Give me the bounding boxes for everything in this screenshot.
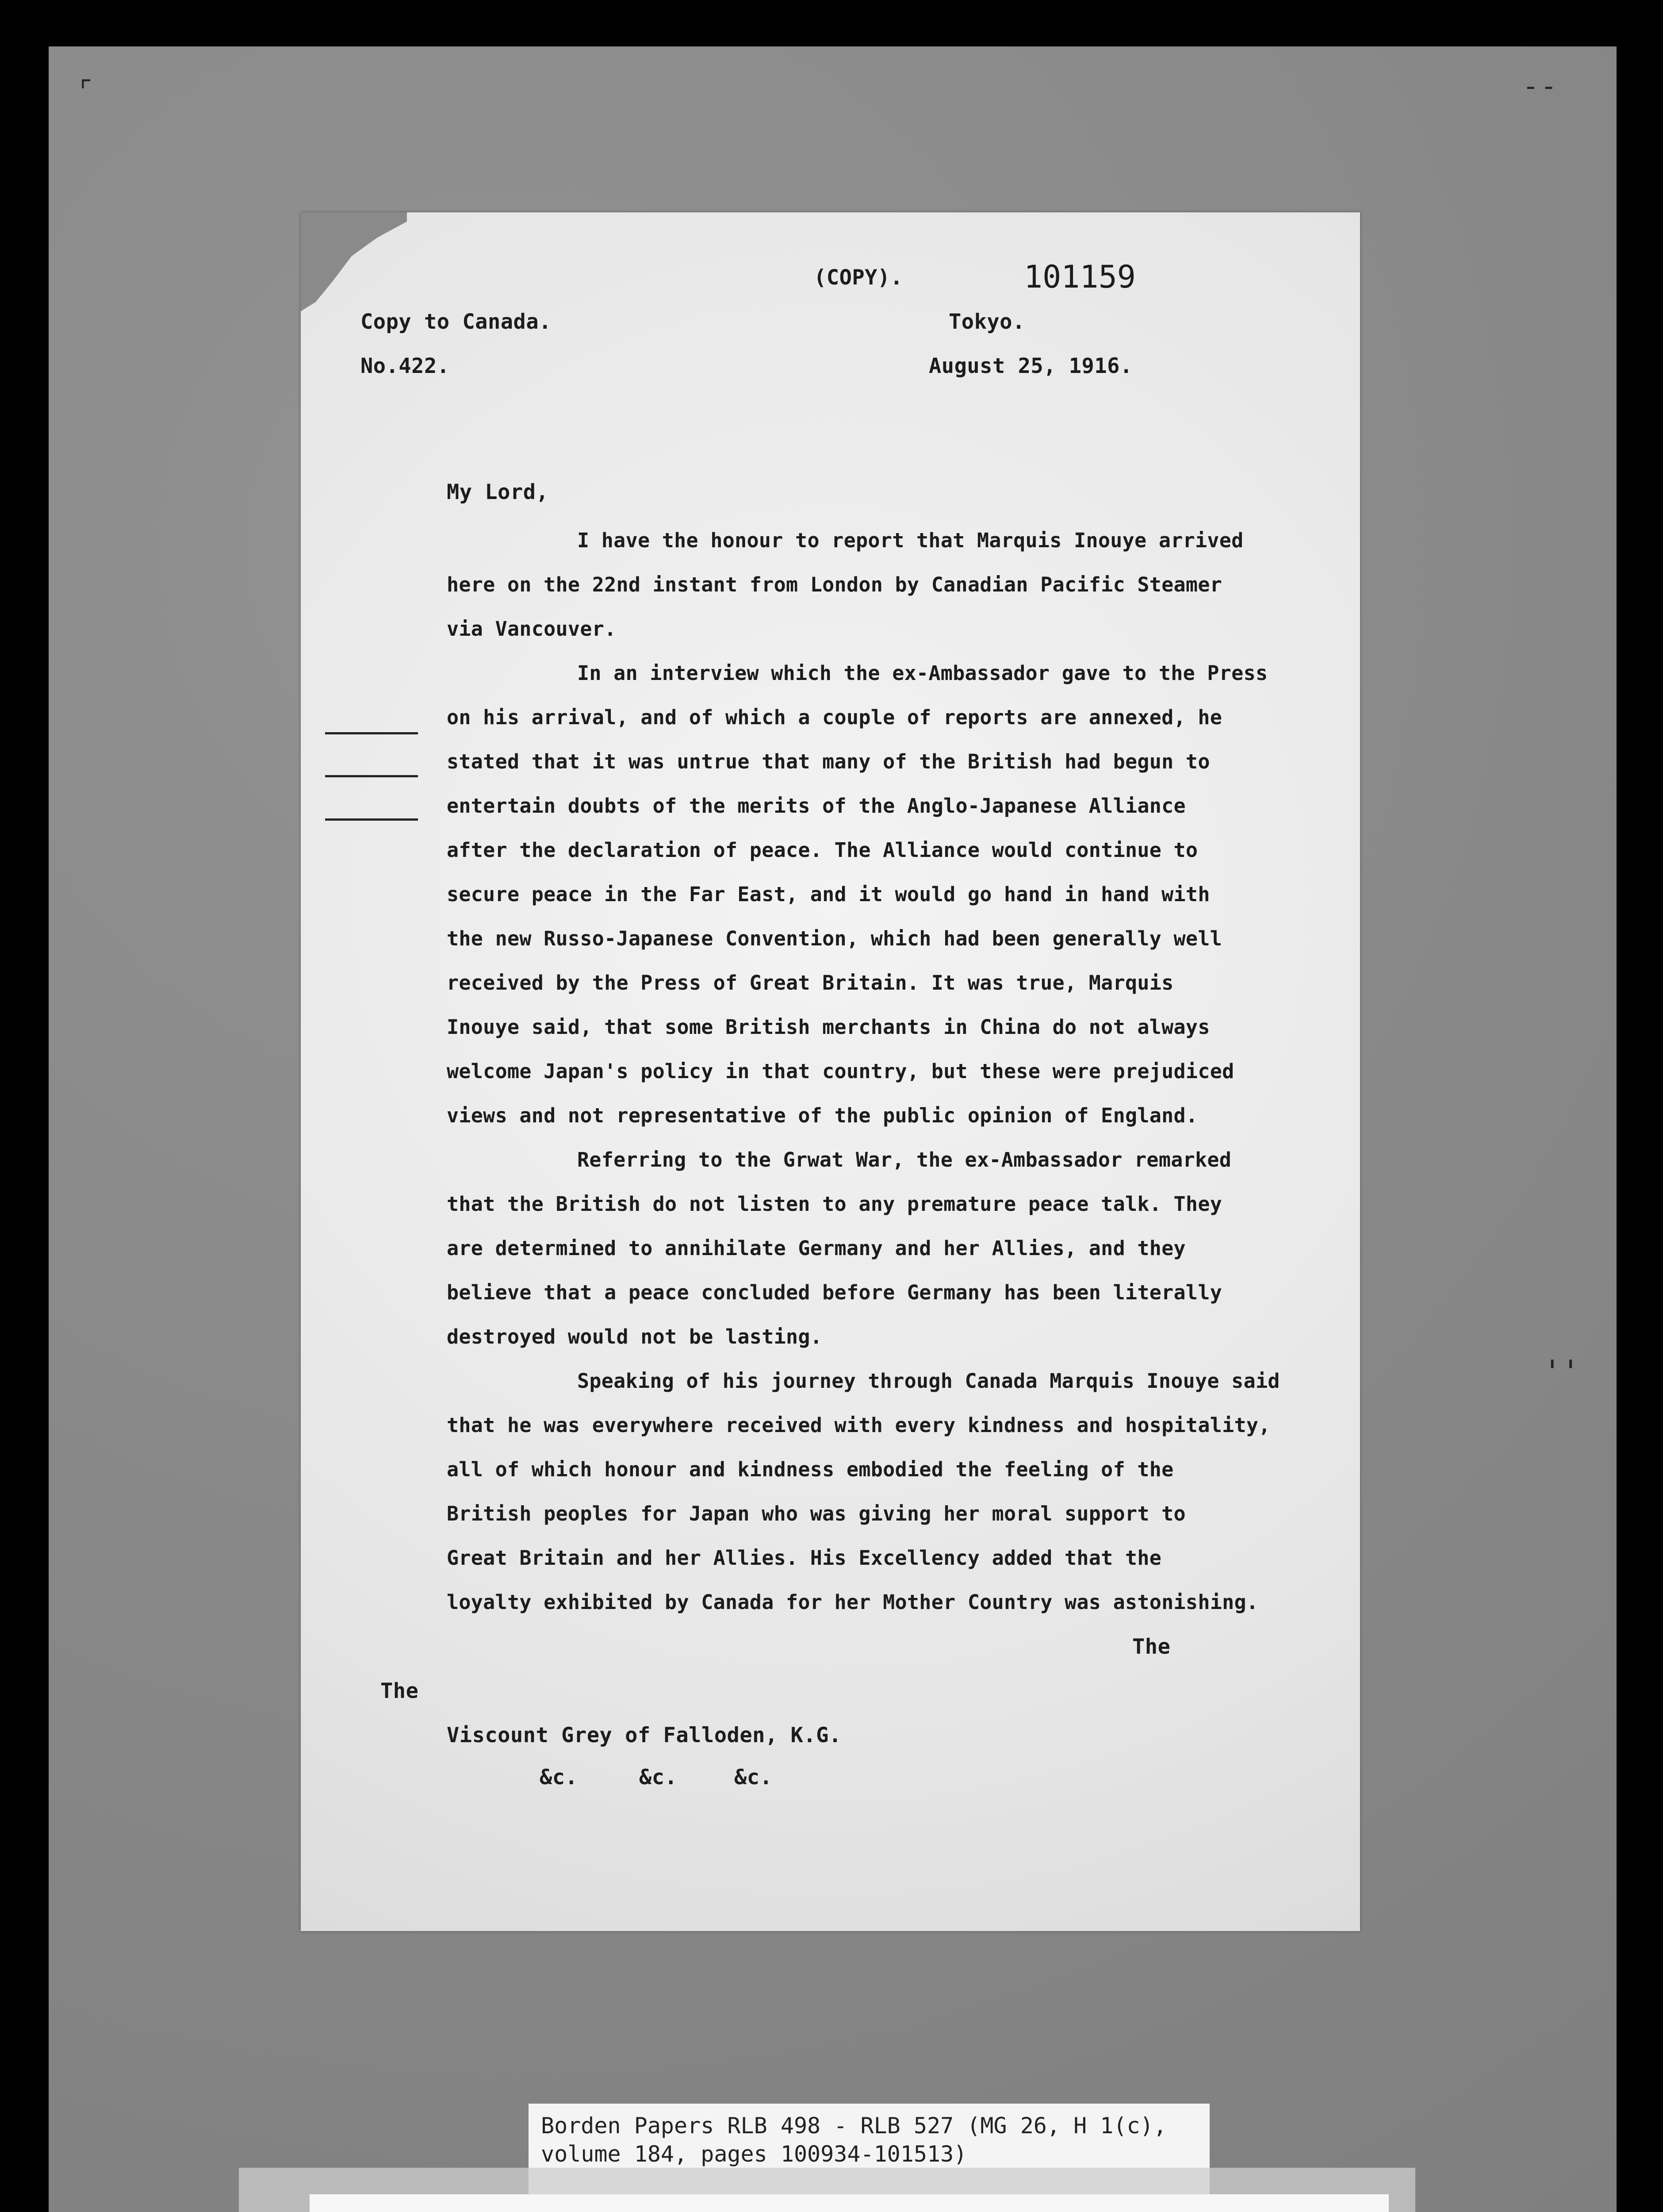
margin-mark: [325, 732, 418, 734]
corner-crop-mark: ⌜: [80, 75, 92, 106]
date-line: August 25, 1916.: [929, 354, 1133, 378]
body-line: that he was everywhere received with every kindness and hospitality,: [447, 1413, 1271, 1437]
reference-label-line: Borden Papers RLB 498 - RLB 527 (MG 26, H 1(c),: [541, 2113, 1167, 2139]
body-line: all of which honour and kindness embodied the feeling of the: [447, 1458, 1174, 1481]
body-line: received by the Press of Great Britain. It was true, Marquis: [447, 971, 1174, 995]
body-line: Great Britain and her Allies. His Excellency added that the: [447, 1546, 1162, 1570]
copy-to-line: Copy to Canada.: [360, 310, 552, 334]
margin-mark: [325, 818, 418, 821]
body-line: here on the 22nd instant from London by Canadian Pacific Steamer: [447, 573, 1222, 596]
body-line: that the British do not listen to any premature peace talk. They: [447, 1192, 1222, 1216]
body-line: loyalty exhibited by Canada for her Mother Country was astonishing.: [447, 1590, 1259, 1614]
body-line: are determined to annihilate Germany and her Allies, and they: [447, 1237, 1186, 1260]
body-line: the new Russo-Japanese Convention, which had been generally well: [447, 927, 1222, 950]
body-line: after the declaration of peace. The Alliance would continue to: [447, 838, 1198, 862]
addressee-prefix: The: [380, 1679, 419, 1703]
body-line: believe that a peace concluded before Germany has been literally: [447, 1281, 1222, 1304]
body-line: British peoples for Japan who was giving her moral support to: [447, 1502, 1186, 1525]
reference-number: No.422.: [360, 354, 450, 378]
body-line: stated that it was untrue that many of the British had begun to: [447, 750, 1210, 773]
etc-mark: &c.: [540, 1765, 578, 1790]
copy-mark: (COPY).: [814, 265, 903, 290]
body-line: secure peace in the Far East, and it would go hand in hand with: [447, 883, 1210, 906]
reference-label-line: volume 184, pages 100934-101513): [541, 2141, 967, 2167]
document-number: 101159: [1024, 259, 1136, 295]
body-line: on his arrival, and of which a couple of reports are annexed, he: [447, 706, 1222, 729]
place-line: Tokyo.: [949, 310, 1025, 334]
etc-mark: &c.: [734, 1765, 773, 1790]
catchword: The: [1132, 1635, 1171, 1659]
body-line: destroyed would not be lasting.: [447, 1325, 823, 1348]
body-line: Speaking of his journey through Canada Marquis Inouye said: [577, 1369, 1280, 1393]
archives-label: [310, 2194, 1389, 2212]
body-line: Inouye said, that some British merchants in China do not always: [447, 1015, 1210, 1039]
body-line: views and not representative of the public opinion of England.: [447, 1104, 1198, 1127]
edge-mark: ' ': [1548, 1354, 1575, 1390]
body-line: Referring to the Grwat War, the ex-Ambassador remarked: [577, 1148, 1232, 1171]
body-line: entertain doubts of the merits of the Anglo-Japanese Alliance: [447, 794, 1186, 818]
body-line: via Vancouver.: [447, 617, 617, 641]
body-line: I have the honour to report that Marquis Inouye arrived: [577, 529, 1244, 552]
addressee: Viscount Grey of Falloden, K.G.: [447, 1723, 842, 1747]
body-line: welcome Japan's policy in that country, but these were prejudiced: [447, 1060, 1234, 1083]
salutation: My Lord,: [447, 480, 549, 504]
margin-mark: [325, 775, 418, 777]
etc-mark: &c.: [639, 1765, 678, 1790]
corner-crop-mark: - -: [1526, 71, 1554, 102]
body-line: In an interview which the ex-Ambassador gave to the Press: [577, 661, 1268, 685]
